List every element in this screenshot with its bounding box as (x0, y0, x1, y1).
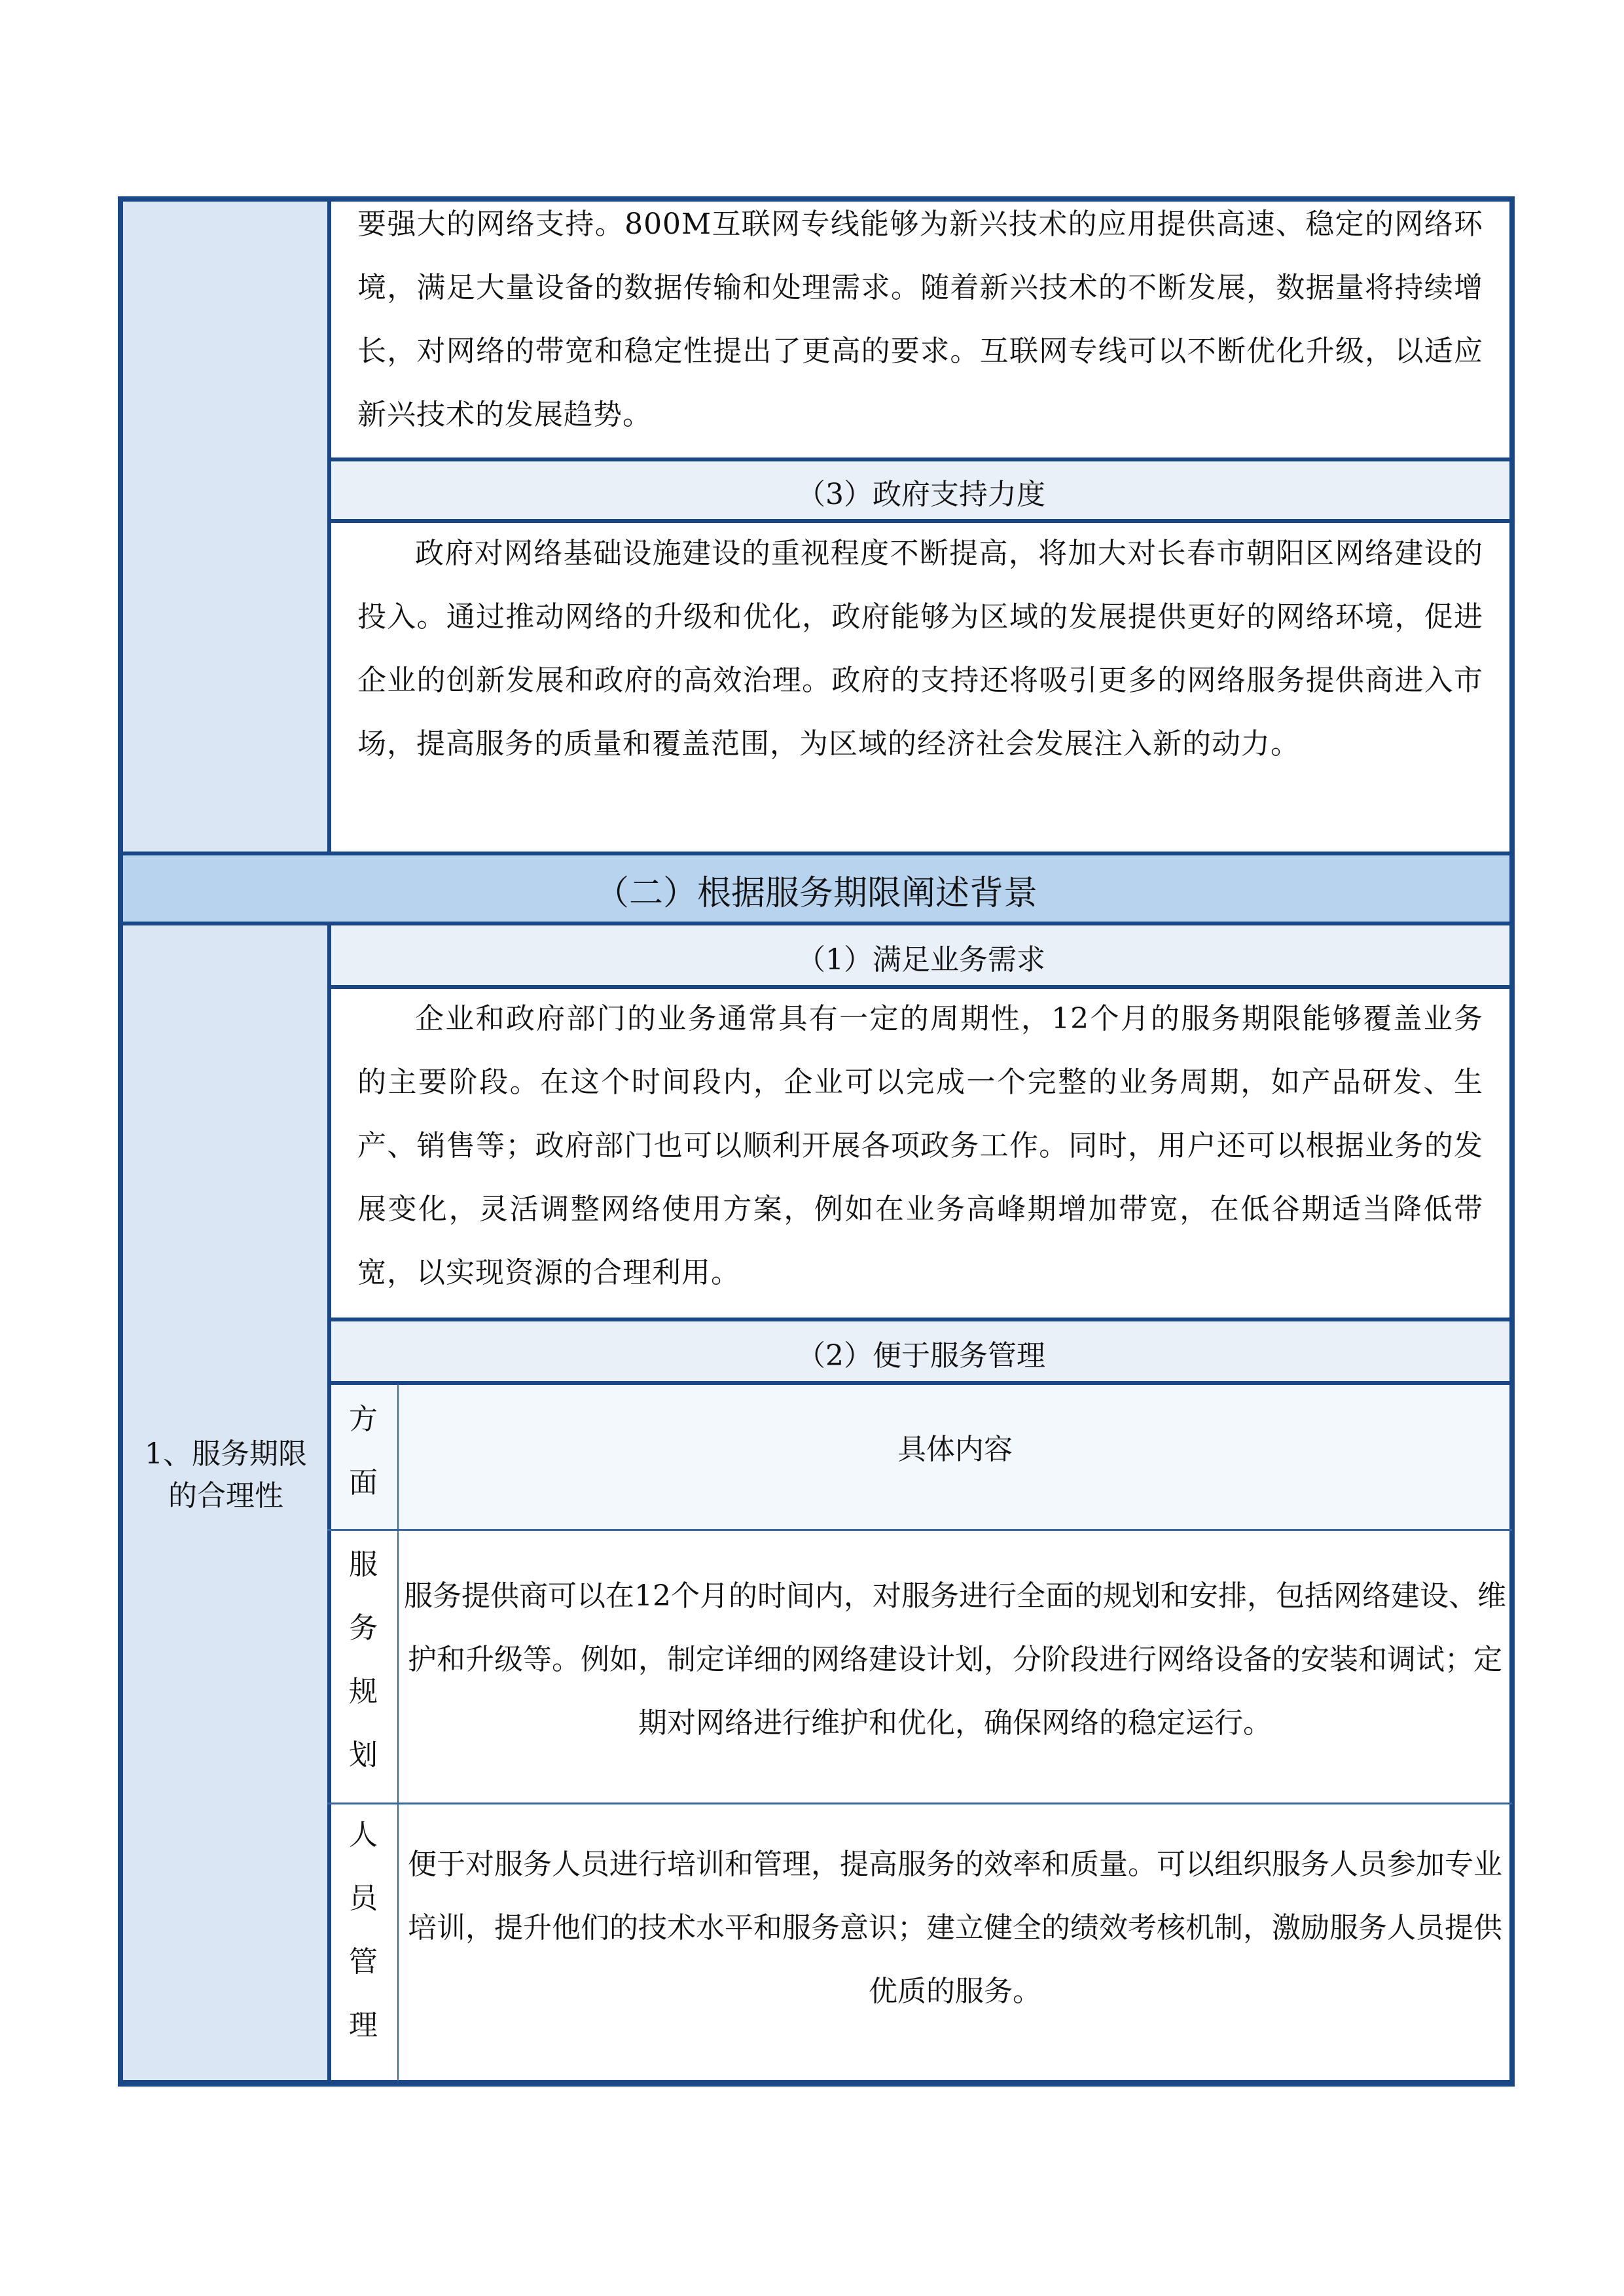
subtable-row-divider (327, 1803, 1512, 1804)
subtable-column-divider (397, 1384, 399, 2081)
paragraph-business-needs: 企业和政府部门的业务通常具有一定的周期性，12个月的服务期限能够覆盖业务的主要阶段。在这个时间段内，企业可以完成一个完整的业务周期，如产品研发、生产、销售等；政府部门也可以顺利开展各项政务工作。同时，用户还可以根据业务的发展变化，灵活调整网络使用方案，例如在业务高峰期增加带宽，在低谷期适当降低带宽，以实现资源的合理利用。 (357, 1002, 1483, 1289)
row-divider (118, 852, 1515, 855)
row-divider (327, 519, 1512, 523)
subheading-text: （1）满足业务需求 (797, 942, 1045, 977)
row-divider (327, 985, 1512, 989)
subtable-row-divider (327, 1529, 1512, 1531)
row-aspect-planning: 服务规划 (349, 1548, 378, 1772)
row-content-planning: 服务提供商可以在12个月的时间内，对服务进行全面的规划和安排，包括网络建设、维护和升级等。例如，制定详细的网络建设计划，分阶段进行网络设备的安装和调试；定期对网络进行维护和优化，确保网络的稳定运行。 (404, 1579, 1506, 1740)
subheading-government-support (331, 461, 1511, 522)
subheading-business-needs (331, 925, 1511, 988)
row-divider (327, 457, 1512, 461)
header-aspect: 方面 (349, 1403, 378, 1499)
section-heading-text: （二）根据服务期限阐述背景 (594, 873, 1038, 913)
table-border-left (118, 196, 123, 2087)
paragraph-government-support: 政府对网络基础设施建设的重视程度不断提高，将加大对长春市朝阳区网络建设的投入。通过推动网络的升级和优化，政府能够为区域的发展提供更好的网络环境，促进企业的创新发展和政府的高效治理。政府的支持还将吸引更多的网络服务提供商进入市场，提高服务的质量和覆盖范围，为区域的经济社会发展注入新的动力。 (357, 537, 1483, 761)
row-content-personnel: 便于对服务人员进行培训和管理，提高服务的效率和质量。可以组织服务人员参加专业培训，提升他们的技术水平和服务意识；建立健全的绩效考核机制，激励服务人员提供优质的服务。 (408, 1848, 1502, 2008)
row-aspect-personnel: 人员管理 (349, 1818, 378, 2042)
column-divider-bottom (327, 923, 331, 2084)
row-divider (327, 1318, 1512, 1321)
header-content: 具体内容 (897, 1433, 1013, 1466)
subheading-service-management (331, 1321, 1511, 1384)
column-divider-top (327, 196, 331, 855)
row-divider (118, 922, 1515, 925)
subheading-text: （2）便于服务管理 (797, 1338, 1045, 1372)
left-column-top (122, 200, 330, 853)
section-heading (122, 855, 1511, 924)
row-divider (327, 1381, 1512, 1385)
paragraph-continued: 要强大的网络支持。800M互联网专线能够为新兴技术的应用提供高速、稳定的网络环境，满足大量设备的数据传输和处理需求。随着新兴技术的不断发展，数据量将持续增长，对网络的带宽和稳定性提出了更高的要求。互联网专线可以不断优化升级，以适应新兴技术的发展趋势。 (357, 207, 1483, 431)
left-label: 1、服务期限的合理性 (145, 1437, 307, 1513)
subheading-text: （3）政府支持力度 (797, 478, 1045, 511)
